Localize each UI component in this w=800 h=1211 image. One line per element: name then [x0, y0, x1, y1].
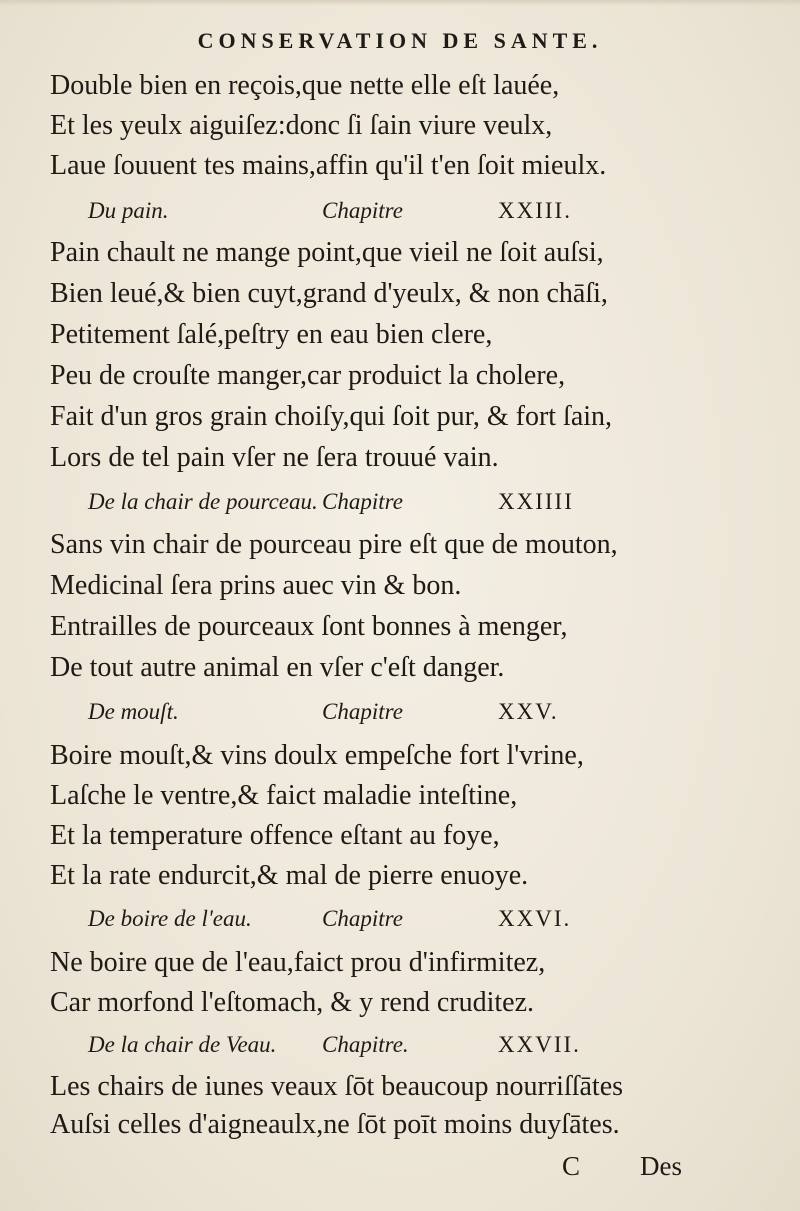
verse-line: Laue ſouuent tes mains,affin qu'il t'en ſoit mieulx. [50, 150, 607, 181]
signature-line [0, 1150, 800, 1182]
chapter-heading [0, 195, 800, 227]
verse-line: Double bien en reçois,que nette elle eſt lauée, [50, 70, 560, 101]
verse-line: Auſsi celles d'aigneaulx,ne ſōt poīt moins duyſātes. [50, 1109, 620, 1140]
verse-line: Medicinal ſera prins auec vin & bon. [50, 570, 462, 601]
chapter-heading [0, 1029, 800, 1061]
catchword: Des [640, 1151, 682, 1181]
chapter-number: XXIIII [498, 489, 574, 514]
verse-line: Car morfond l'eſtomach, & y rend cruditez. [50, 987, 534, 1018]
chapter-heading [0, 486, 800, 518]
page-edge [0, 0, 800, 6]
chapter-number: XXVI. [498, 906, 572, 931]
signature-mark: C [562, 1151, 581, 1181]
chapter-label: Chapitre [322, 699, 403, 724]
verse-line: Sans vin chair de pourceau pire eſt que de mouton, [50, 529, 618, 560]
chapter-title: De la chair de pourceau. [88, 489, 318, 514]
verse-line: De tout autre animal en vſer c'eſt danger. [50, 652, 505, 683]
verse-line: Fait d'un gros grain choiſy,qui ſoit pur, & fort ſain, [50, 401, 613, 432]
verse-line: Et les yeulx aiguiſez:donc ſi ſain viure veulx, [50, 110, 553, 141]
chapter-label: Chapitre. [322, 1032, 409, 1057]
verse-line: Lors de tel pain vſer ne ſera trouué vain. [50, 442, 499, 473]
verse-line: Petitement ſalé,peſtry en eau bien clere, [50, 319, 493, 350]
verse-line: Boire mouſt,& vins doulx empeſche fort l'vrine, [50, 740, 584, 771]
verse-line: Et la temperature offence eſtant au foye, [50, 820, 500, 851]
running-head: CONSERVATION DE SANTE. [197, 28, 603, 53]
chapter-heading [0, 696, 800, 728]
chapter-label: Chapitre [322, 198, 403, 223]
verse-line: Bien leué,& bien cuyt,grand d'yeulx, & non chāſi, [50, 278, 608, 309]
verse-line: Laſche le ventre,& faict maladie inteſtine, [50, 780, 518, 811]
chapter-label: Chapitre [322, 489, 403, 514]
verse-line: Pain chault ne mange point,que vieil ne ſoit auſsi, [50, 237, 604, 268]
chapter-number: XXVII. [498, 1032, 581, 1057]
chapter-number: XXIII. [498, 198, 572, 223]
chapter-label: Chapitre [322, 906, 403, 931]
chapter-number: XXV. [498, 699, 559, 724]
verse-line: Peu de crouſte manger,car produict la cholere, [50, 360, 566, 391]
verse-line: Entrailles de pourceaux ſont bonnes à menger, [50, 611, 568, 642]
chapter-title: De mouſt. [88, 699, 179, 724]
verse-line: Les chairs de iunes veaux ſōt beaucoup nourriſſātes [50, 1071, 624, 1102]
chapter-title: Du pain. [88, 198, 169, 223]
verse-line: Ne boire que de l'eau,faict prou d'infirmitez, [50, 947, 546, 978]
verse-line: Et la rate endurcit,& mal de pierre enuoye. [50, 860, 529, 891]
chapter-heading [0, 903, 800, 935]
chapter-title: De la chair de Veau. [88, 1032, 277, 1057]
chapter-title: De boire de l'eau. [88, 906, 252, 931]
